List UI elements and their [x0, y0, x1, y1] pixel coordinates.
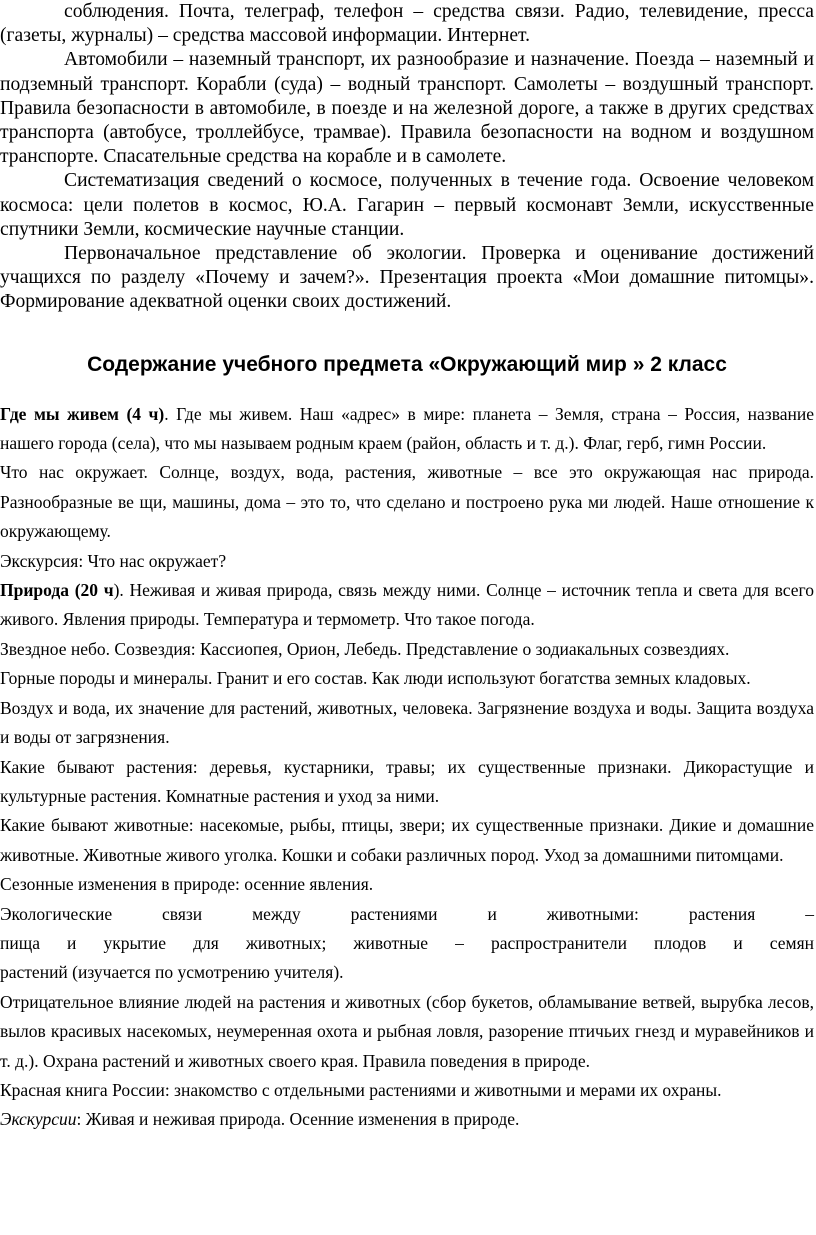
paragraph-excursion-surroundings: Экскурсия: Что нас окружает? [0, 550, 227, 571]
paragraph-negative-influence: Отрицательное влияние людей на растения и животных (сбор букетов, обламывание ветвей, вырубка лесов, вылов красивых насекомых, неумеренная охота и рыбная ловля, разорение птичьих гнезд и муравейников и т. д.). Охрана растений и животных своего края. Правила поведения в природе. [0, 991, 814, 1071]
paragraph-transport: Автомобили – наземный транспорт, их разнообразие и назначение. Поезда – наземный и подземный транспорт. Корабли (суда) – водный транспорт. Самолеты – воздушный транспорт. Правила безопасности в автомобиле, в поезде и на железной дороге, а также в других средствах транспорта (автобусе, троллейбусе, трамвае). Правила безопасности на водном и воздушном транспорте. Спасательные средства на корабле и в самолете. [0, 49, 814, 168]
paragraph-surroundings: Что нас окружает. Солнце, воздух, вода, растения, животные – все это окружающая нас природа. Разнообразные ве щи, машины, дома – это то, что сделано и построено рука ми людей. Наше отношение к окружающему. [0, 462, 814, 542]
paragraph-eco-line-1: Экологические связи между растениями и животными: растения – [0, 903, 814, 924]
paragraph-plants: Какие бывают растения: деревья, кустарники, травы; их существенные признаки. Дикорастущие и культурные растения. Комнатные растения и уход за ними. [0, 756, 814, 806]
paragraph-where-we-live [0, 400, 814, 459]
paragraph-eco-line-2: пища и укрытие для животных; животные – распространители плодов и семян [0, 932, 814, 953]
nature-text: ). Неживая и живая природа, связь между ними. Солнце – источник тепла и света для всего живого. Явления природы. Температура и термометр. Что такое погода. [0, 580, 814, 630]
paragraph-ecology: Первоначальное представление об экологии. Проверка и оценивание достижений учащихся по разделу «Почему и зачем?». Презентация проекта «Мои домашние питомцы». Формирование адекватной оценки своих достижений. [0, 243, 814, 313]
paragraph-excursions [0, 1105, 814, 1134]
paragraph-animals: Какие бывают животные: насекомые, рыбы, птицы, звери; их существенные признаки. Дикие и домашние животные. Животные живого уголка. Кошки и собаки различных пород. Уход за домашними питомцами. [0, 815, 814, 865]
paragraph-space: Систематизация сведений о космосе, полученных в течение года. Освоение человеком космоса: цели полетов в космос, Ю.А. Гагарин – первый космонавт Земли, искусственные спутники Земли, космические научные станции. [0, 170, 814, 240]
paragraph-air-water: Воздух и вода, их значение для растений, животных, человека. Загрязнение воздуха и воды. Защита воздуха и воды от загрязнения. [0, 697, 814, 748]
excursions-label: Экскурсии [0, 1109, 77, 1130]
paragraph-seasons: Сезонные изменения в природе: осенние явления. [0, 874, 374, 895]
section-title: Содержание учебного предмета «Окружающий мир » 2 класс [87, 352, 727, 376]
paragraph-red-book: Красная книга России: знакомство с отдельными растениями и животными и мерами их охраны. [0, 1079, 722, 1100]
heading-where-we-live: Где мы живем (4 ч) [0, 403, 165, 424]
content-body [0, 400, 814, 1135]
paragraph-nature [0, 576, 814, 635]
heading-nature: Природа (20 ч [0, 580, 114, 601]
paragraph-sky: Звездное небо. Созвездия: Кассиопея, Орион, Лебедь. Представление о зодиакальных созвездиях. [0, 638, 730, 659]
top-text-block [0, 0, 814, 315]
where-text: . Где мы живем. Наш «адрес» в мире: планета – Земля, страна – Россия, название нашего города (села), что мы называем родным краем (район, область и т. д.). Флаг, герб, гимн России. [0, 403, 814, 454]
paragraph-communication: соблюдения. Почта, телеграф, телефон – средства связи. Радио, телевидение, пресса (газеты, журналы) – средства массовой информации. Интернет. [0, 1, 814, 47]
paragraph-rocks: Горные породы и минералы. Гранит и его состав. Как люди используют богатства земных кладовых. [0, 668, 751, 689]
paragraph-eco-line-3: растений (изучается по усмотрению учителя). [0, 962, 344, 983]
excursions-text: : Живая и неживая природа. Осенние изменения в природе. [76, 1109, 520, 1130]
